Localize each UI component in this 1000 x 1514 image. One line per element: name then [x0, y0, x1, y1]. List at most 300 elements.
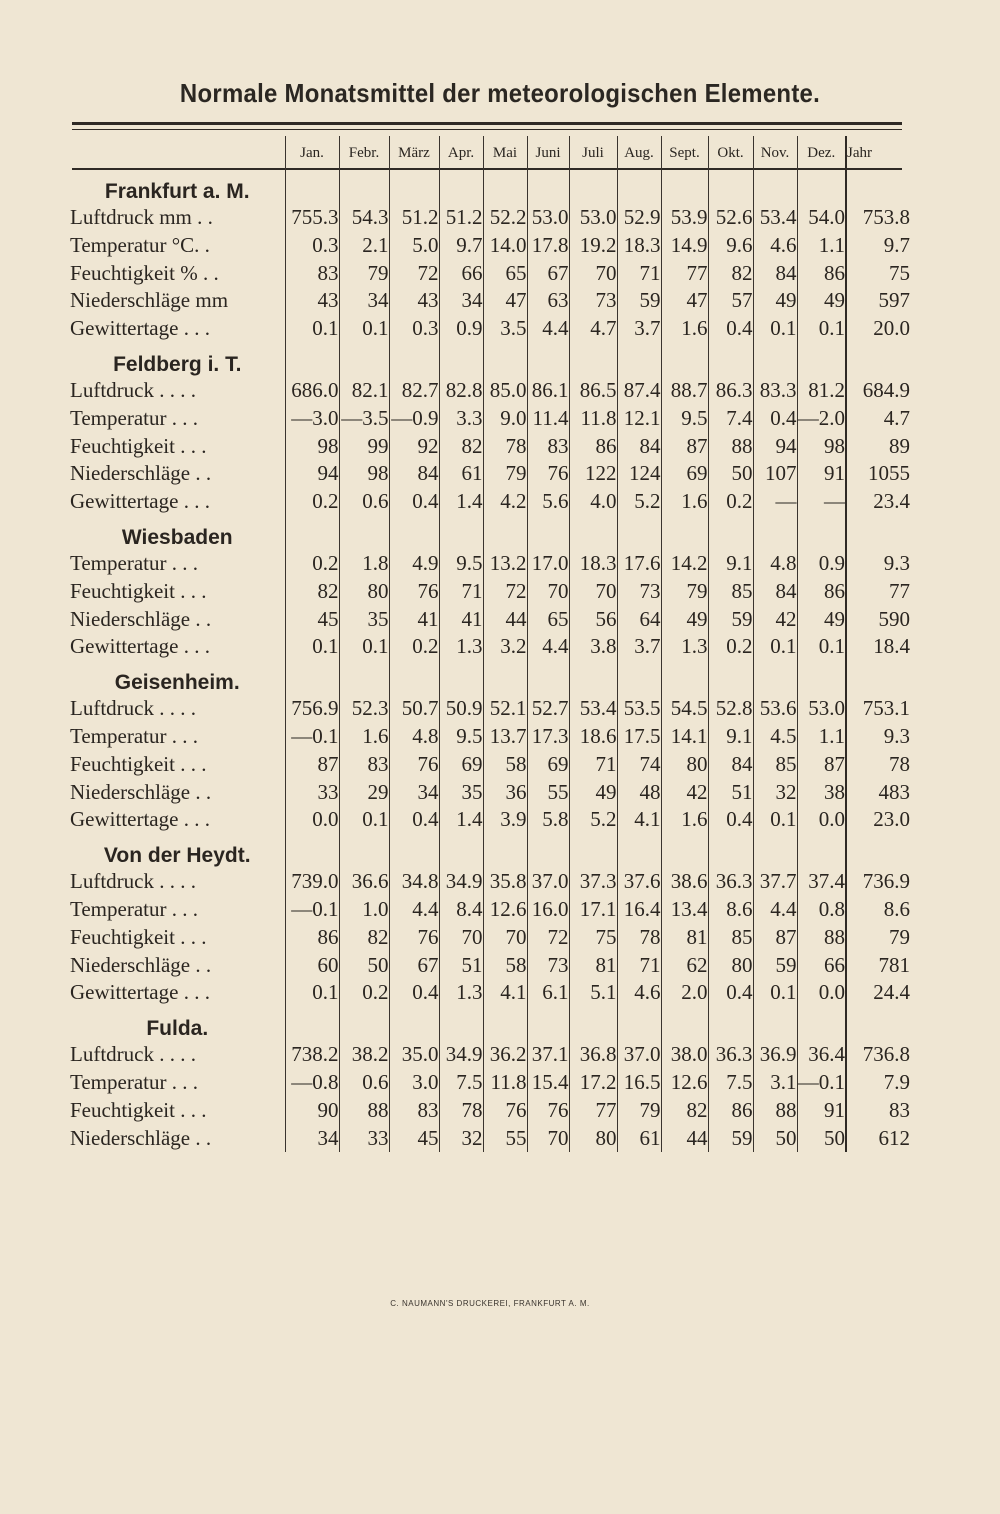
empty-cell [797, 661, 846, 695]
value-cell: 34 [339, 287, 389, 315]
empty-cell [527, 834, 569, 868]
table-row [70, 1069, 910, 1097]
value-cell: 88 [753, 1097, 797, 1125]
value-cell: 58 [483, 751, 527, 779]
value-cell: 1.4 [439, 488, 483, 516]
value-cell: 59 [753, 952, 797, 980]
empty-cell [708, 343, 753, 377]
empty-cell [285, 661, 339, 695]
value-cell: 91 [797, 1097, 846, 1125]
value-cell: 0.1 [285, 315, 339, 343]
table-body [70, 170, 910, 1152]
row-label: Feuchtigkeit % . . [70, 260, 285, 288]
empty-cell [846, 170, 910, 204]
value-cell: — [753, 488, 797, 516]
value-cell: 36.2 [483, 1041, 527, 1069]
empty-cell [483, 661, 527, 695]
value-cell: 0.9 [797, 550, 846, 578]
value-cell: 11.8 [483, 1069, 527, 1097]
value-cell: 17.3 [527, 723, 569, 751]
value-cell: 86 [569, 433, 617, 461]
value-cell: 67 [527, 260, 569, 288]
table-row [70, 460, 910, 488]
empty-cell [797, 516, 846, 550]
value-cell: 124 [617, 460, 661, 488]
value-cell: 50.9 [439, 695, 483, 723]
value-cell: 4.9 [389, 550, 439, 578]
value-cell: 38 [797, 779, 846, 807]
value-cell: 52.7 [527, 695, 569, 723]
value-cell: 53.4 [753, 204, 797, 232]
value-cell: 52.2 [483, 204, 527, 232]
value-cell: 52.8 [708, 695, 753, 723]
empty-cell [753, 170, 797, 204]
year-value-cell: 9.7 [846, 232, 910, 260]
empty-cell [617, 834, 661, 868]
table-row [70, 606, 910, 634]
value-cell: 42 [661, 779, 708, 807]
value-cell: 3.3 [439, 405, 483, 433]
empty-cell [439, 834, 483, 868]
value-cell: 37.6 [617, 868, 661, 896]
station-header-row [70, 661, 910, 695]
value-cell: 0.3 [285, 232, 339, 260]
value-cell: 79 [339, 260, 389, 288]
value-cell: —2.0 [797, 405, 846, 433]
row-label: Feuchtigkeit . . . [70, 751, 285, 779]
value-cell: 76 [527, 1097, 569, 1125]
empty-cell [339, 343, 389, 377]
empty-cell [569, 516, 617, 550]
empty-cell [389, 1007, 439, 1041]
value-cell: 34 [285, 1125, 339, 1153]
value-cell: 0.4 [389, 488, 439, 516]
year-value-cell: 483 [846, 779, 910, 807]
value-cell: 4.1 [483, 979, 527, 1007]
value-cell: 73 [569, 287, 617, 315]
value-cell: 86 [797, 260, 846, 288]
value-cell: 53.6 [753, 695, 797, 723]
value-cell: 81 [661, 924, 708, 952]
value-cell: 73 [527, 952, 569, 980]
year-header: Jahr [846, 136, 910, 170]
year-value-cell: 612 [846, 1125, 910, 1153]
value-cell: 88 [339, 1097, 389, 1125]
value-cell: 2.0 [661, 979, 708, 1007]
value-cell: 81 [569, 952, 617, 980]
month-header: Dez. [797, 136, 846, 170]
value-cell: 4.1 [617, 806, 661, 834]
value-cell: 12.6 [661, 1069, 708, 1097]
value-cell: 4.5 [753, 723, 797, 751]
empty-cell [569, 834, 617, 868]
value-cell: 17.2 [569, 1069, 617, 1097]
value-cell: 19.2 [569, 232, 617, 260]
station-name: Feldberg i. T. [70, 343, 285, 377]
value-cell: 76 [527, 460, 569, 488]
empty-cell [846, 834, 910, 868]
value-cell: 79 [483, 460, 527, 488]
value-cell: 80 [569, 1125, 617, 1153]
year-value-cell: 8.6 [846, 896, 910, 924]
year-value-cell: 590 [846, 606, 910, 634]
value-cell: 91 [797, 460, 846, 488]
value-cell: 80 [661, 751, 708, 779]
value-cell: 51 [708, 779, 753, 807]
value-cell: 70 [569, 578, 617, 606]
table-row [70, 779, 910, 807]
value-cell: 35 [439, 779, 483, 807]
value-cell: 14.1 [661, 723, 708, 751]
value-cell: 77 [661, 260, 708, 288]
value-cell: 9.1 [708, 723, 753, 751]
empty-cell [285, 343, 339, 377]
empty-cell [797, 1007, 846, 1041]
value-cell: 82 [285, 578, 339, 606]
value-cell: 41 [439, 606, 483, 634]
header-blank [70, 136, 285, 170]
table-row [70, 377, 910, 405]
value-cell: —0.8 [285, 1069, 339, 1097]
row-label: Niederschläge . . [70, 460, 285, 488]
value-cell: 53.0 [527, 204, 569, 232]
row-label: Feuchtigkeit . . . [70, 433, 285, 461]
value-cell: 5.2 [569, 806, 617, 834]
value-cell: 3.8 [569, 633, 617, 661]
empty-cell [661, 516, 708, 550]
value-cell: 4.4 [753, 896, 797, 924]
table-row [70, 952, 910, 980]
value-cell: 0.2 [285, 488, 339, 516]
value-cell: 8.4 [439, 896, 483, 924]
value-cell: 62 [661, 952, 708, 980]
value-cell: 50.7 [389, 695, 439, 723]
value-cell: 32 [439, 1125, 483, 1153]
value-cell: 34 [439, 287, 483, 315]
row-label: Gewittertage . . . [70, 315, 285, 343]
value-cell: 0.2 [708, 488, 753, 516]
value-cell: 98 [339, 460, 389, 488]
value-cell: —0.1 [797, 1069, 846, 1097]
value-cell: 0.1 [285, 979, 339, 1007]
empty-cell [389, 343, 439, 377]
value-cell: 48 [617, 779, 661, 807]
value-cell: 76 [389, 578, 439, 606]
value-cell: 53.0 [569, 204, 617, 232]
value-cell: 1.6 [661, 488, 708, 516]
value-cell: 92 [389, 433, 439, 461]
value-cell: — [797, 488, 846, 516]
value-cell: 82 [439, 433, 483, 461]
value-cell: 3.9 [483, 806, 527, 834]
row-label: Luftdruck . . . . [70, 377, 285, 405]
value-cell: 90 [285, 1097, 339, 1125]
value-cell: 7.5 [439, 1069, 483, 1097]
month-header: Apr. [439, 136, 483, 170]
value-cell: 38.0 [661, 1041, 708, 1069]
row-label: Luftdruck . . . . [70, 695, 285, 723]
value-cell: 739.0 [285, 868, 339, 896]
empty-cell [797, 343, 846, 377]
empty-cell [285, 1007, 339, 1041]
value-cell: 4.6 [617, 979, 661, 1007]
value-cell: 83 [285, 260, 339, 288]
value-cell: 4.0 [569, 488, 617, 516]
value-cell: 79 [661, 578, 708, 606]
value-cell: 76 [389, 751, 439, 779]
value-cell: 69 [439, 751, 483, 779]
value-cell: 756.9 [285, 695, 339, 723]
value-cell: 5.1 [569, 979, 617, 1007]
value-cell: 44 [483, 606, 527, 634]
value-cell: 44 [661, 1125, 708, 1153]
table-row [70, 204, 910, 232]
row-label: Temperatur . . . [70, 896, 285, 924]
value-cell: 33 [285, 779, 339, 807]
value-cell: 17.0 [527, 550, 569, 578]
value-cell: 0.8 [797, 896, 846, 924]
year-value-cell: 89 [846, 433, 910, 461]
value-cell: —3.5 [339, 405, 389, 433]
top-rule-thin [72, 129, 902, 130]
row-label: Temperatur . . . [70, 1069, 285, 1097]
empty-cell [389, 834, 439, 868]
empty-cell [753, 343, 797, 377]
value-cell: 84 [708, 751, 753, 779]
value-cell: 49 [661, 606, 708, 634]
value-cell: 61 [617, 1125, 661, 1153]
value-cell: 7.4 [708, 405, 753, 433]
empty-cell [439, 661, 483, 695]
value-cell: 86 [708, 1097, 753, 1125]
empty-cell [569, 170, 617, 204]
row-label: Feuchtigkeit . . . [70, 578, 285, 606]
empty-cell [753, 834, 797, 868]
value-cell: 71 [617, 952, 661, 980]
year-value-cell: 83 [846, 1097, 910, 1125]
value-cell: 0.4 [389, 979, 439, 1007]
empty-cell [661, 170, 708, 204]
year-value-cell: 684.9 [846, 377, 910, 405]
value-cell: 83 [339, 751, 389, 779]
value-cell: 84 [389, 460, 439, 488]
value-cell: 70 [483, 924, 527, 952]
month-header: Okt. [708, 136, 753, 170]
empty-cell [339, 516, 389, 550]
value-cell: 50 [797, 1125, 846, 1153]
month-header: Juli [569, 136, 617, 170]
month-header: Sept. [661, 136, 708, 170]
value-cell: 63 [527, 287, 569, 315]
empty-cell [661, 661, 708, 695]
value-cell: 94 [285, 460, 339, 488]
empty-cell [846, 661, 910, 695]
value-cell: 56 [569, 606, 617, 634]
value-cell: 43 [389, 287, 439, 315]
value-cell: 76 [389, 924, 439, 952]
value-cell: 37.4 [797, 868, 846, 896]
value-cell: 16.0 [527, 896, 569, 924]
value-cell: 3.2 [483, 633, 527, 661]
empty-cell [617, 1007, 661, 1041]
value-cell: 57 [708, 287, 753, 315]
value-cell: 88 [797, 924, 846, 952]
table-row [70, 578, 910, 606]
value-cell: 37.1 [527, 1041, 569, 1069]
value-cell: 82.8 [439, 377, 483, 405]
value-cell: 82.1 [339, 377, 389, 405]
value-cell: 99 [339, 433, 389, 461]
empty-cell [753, 661, 797, 695]
empty-cell [708, 516, 753, 550]
value-cell: 54.3 [339, 204, 389, 232]
year-value-cell: 23.0 [846, 806, 910, 834]
value-cell: 50 [708, 460, 753, 488]
value-cell: 72 [527, 924, 569, 952]
empty-cell [483, 343, 527, 377]
empty-cell [483, 516, 527, 550]
value-cell: 47 [483, 287, 527, 315]
empty-cell [753, 516, 797, 550]
value-cell: 35.0 [389, 1041, 439, 1069]
row-label: Luftdruck mm . . [70, 204, 285, 232]
climate-table [70, 136, 910, 1152]
value-cell: 0.4 [708, 315, 753, 343]
table-row [70, 868, 910, 896]
value-cell: 0.3 [389, 315, 439, 343]
empty-cell [285, 170, 339, 204]
value-cell: 85.0 [483, 377, 527, 405]
value-cell: 36.8 [569, 1041, 617, 1069]
station-name: Von der Heydt. [70, 834, 285, 868]
value-cell: 17.8 [527, 232, 569, 260]
value-cell: 9.0 [483, 405, 527, 433]
value-cell: 9.6 [708, 232, 753, 260]
value-cell: 49 [569, 779, 617, 807]
value-cell: 0.1 [339, 633, 389, 661]
station-name: Fulda. [70, 1007, 285, 1041]
value-cell: 0.1 [753, 806, 797, 834]
row-label: Temperatur . . . [70, 723, 285, 751]
value-cell: 88 [708, 433, 753, 461]
row-label: Gewittertage . . . [70, 488, 285, 516]
value-cell: 85 [708, 924, 753, 952]
value-cell: 85 [753, 751, 797, 779]
station-name: Geisenheim. [70, 661, 285, 695]
value-cell: 72 [483, 578, 527, 606]
value-cell: 7.5 [708, 1069, 753, 1097]
value-cell: 37.7 [753, 868, 797, 896]
value-cell: 45 [389, 1125, 439, 1153]
value-cell: 52.9 [617, 204, 661, 232]
value-cell: 87.4 [617, 377, 661, 405]
value-cell: 17.6 [617, 550, 661, 578]
year-value-cell: 78 [846, 751, 910, 779]
empty-cell [439, 516, 483, 550]
year-value-cell: 736.9 [846, 868, 910, 896]
value-cell: 1.8 [339, 550, 389, 578]
value-cell: 12.1 [617, 405, 661, 433]
station-header-row [70, 1007, 910, 1041]
value-cell: 0.1 [753, 979, 797, 1007]
row-label: Luftdruck . . . . [70, 868, 285, 896]
year-value-cell: 4.7 [846, 405, 910, 433]
value-cell: 83.3 [753, 377, 797, 405]
value-cell: 42 [753, 606, 797, 634]
value-cell: 34.9 [439, 1041, 483, 1069]
value-cell: 64 [617, 606, 661, 634]
value-cell: 78 [483, 433, 527, 461]
value-cell: 86 [285, 924, 339, 952]
value-cell: 0.1 [797, 633, 846, 661]
table-row [70, 315, 910, 343]
value-cell: 38.2 [339, 1041, 389, 1069]
value-cell: 53.0 [797, 695, 846, 723]
table-row [70, 287, 910, 315]
value-cell: 1.6 [339, 723, 389, 751]
value-cell: 17.5 [617, 723, 661, 751]
value-cell: 86.3 [708, 377, 753, 405]
month-header-row [70, 136, 910, 170]
table-row [70, 723, 910, 751]
year-value-cell: 18.4 [846, 633, 910, 661]
value-cell: —0.9 [389, 405, 439, 433]
value-cell: 11.8 [569, 405, 617, 433]
value-cell: 9.5 [661, 405, 708, 433]
empty-cell [661, 834, 708, 868]
month-header: Nov. [753, 136, 797, 170]
value-cell: 107 [753, 460, 797, 488]
year-value-cell: 9.3 [846, 550, 910, 578]
table-row [70, 1097, 910, 1125]
value-cell: 82 [708, 260, 753, 288]
value-cell: 53.9 [661, 204, 708, 232]
value-cell: 3.5 [483, 315, 527, 343]
value-cell: 50 [339, 952, 389, 980]
value-cell: 87 [285, 751, 339, 779]
value-cell: 13.7 [483, 723, 527, 751]
value-cell: 98 [797, 433, 846, 461]
value-cell: 0.1 [339, 806, 389, 834]
value-cell: 4.4 [527, 315, 569, 343]
value-cell: 0.2 [339, 979, 389, 1007]
value-cell: 84 [753, 578, 797, 606]
value-cell: 8.6 [708, 896, 753, 924]
value-cell: 1.0 [339, 896, 389, 924]
value-cell: 4.7 [569, 315, 617, 343]
row-label: Niederschläge . . [70, 952, 285, 980]
station-header-row [70, 343, 910, 377]
empty-cell [661, 343, 708, 377]
value-cell: 66 [797, 952, 846, 980]
value-cell: 38.6 [661, 868, 708, 896]
empty-cell [527, 343, 569, 377]
value-cell: 4.2 [483, 488, 527, 516]
value-cell: 11.4 [527, 405, 569, 433]
value-cell: 85 [708, 578, 753, 606]
row-label: Gewittertage . . . [70, 633, 285, 661]
value-cell: 18.6 [569, 723, 617, 751]
value-cell: 71 [569, 751, 617, 779]
month-header: März [389, 136, 439, 170]
year-value-cell: 1055 [846, 460, 910, 488]
value-cell: 60 [285, 952, 339, 980]
value-cell: 75 [569, 924, 617, 952]
value-cell: 36 [483, 779, 527, 807]
value-cell: 36.3 [708, 1041, 753, 1069]
value-cell: 73 [617, 578, 661, 606]
value-cell: 0.4 [708, 979, 753, 1007]
